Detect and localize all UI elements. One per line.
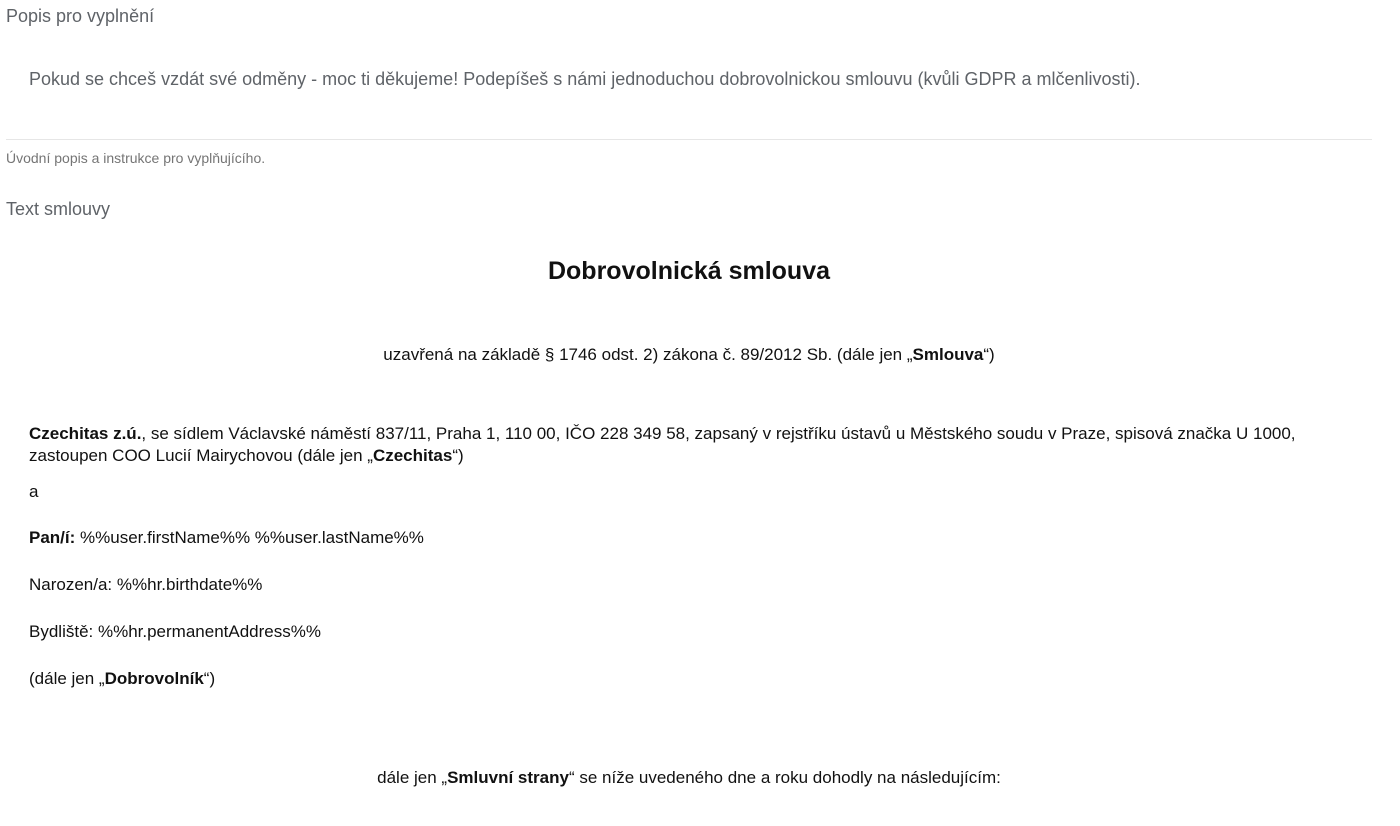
volunteer-alias-line — [29, 669, 215, 689]
contract-text-label: Text smlouvy — [6, 199, 111, 219]
volunteer-alias: Dobrovolník — [104, 669, 204, 688]
volunteer-alias-suffix: “) — [203, 669, 216, 688]
contract-title: Dobrovolnická smlouva — [547, 257, 831, 285]
party-czechitas-details: , se sídlem Václavské náměstí 837/11, Praha 1, 110 00, IČO 228 349 58, zapsaný v rejstříku ústavů u Městského soudu v Praze, spisová značka U 1000, zastoupen COO Lucií Mairychovou (dále jen „ — [29, 424, 1296, 465]
contract-basis-prefix: uzavřená na základě § 1746 odst. 2) zákona č. 89/2012 Sb. (dále jen „ — [383, 345, 913, 364]
fill-description-label: Popis pro vyplnění — [6, 6, 155, 26]
fill-description-hint: Úvodní popis a instrukce pro vyplňujícího. — [6, 150, 266, 166]
contract-basis-suffix: “) — [983, 345, 995, 364]
parties-clause — [0, 768, 1378, 788]
party-czechitas-alias-suffix: “) — [452, 446, 464, 465]
contract-basis-bold: Smlouva — [912, 345, 984, 364]
party-czechitas — [29, 423, 1364, 467]
volunteer-address-line: Bydliště: %%hr.permanentAddress%% — [29, 622, 321, 641]
volunteer-name-label: Pan/í: — [29, 528, 76, 547]
volunteer-birthdate-line: Narozen/a: %%hr.birthdate%% — [29, 575, 263, 594]
volunteer-name-line — [29, 528, 424, 548]
parties-clause-suffix: “ se níže uvedeného dne a roku dohodly na následujícím: — [568, 768, 1001, 787]
parties-clause-prefix: dále jen „ — [377, 768, 448, 787]
party-czechitas-alias: Czechitas — [372, 446, 453, 465]
party-czechitas-name: Czechitas z.ú. — [29, 424, 142, 443]
contract-basis — [0, 345, 1378, 365]
fill-description-text[interactable]: Pokud se chceš vzdát své odměny - moc ti děkujeme! Podepíšeš s námi jednoduchou dobrovolnickou smlouvu (kvůli GDPR a mlčenlivosti). — [29, 69, 1141, 89]
parties-clause-bold: Smluvní strany — [447, 768, 569, 787]
contract-conjunction: a — [29, 482, 39, 501]
field-divider — [6, 139, 1372, 140]
volunteer-alias-prefix: (dále jen „ — [29, 669, 105, 688]
volunteer-name-value: %%user.firstName%% %%user.lastName%% — [75, 528, 424, 547]
